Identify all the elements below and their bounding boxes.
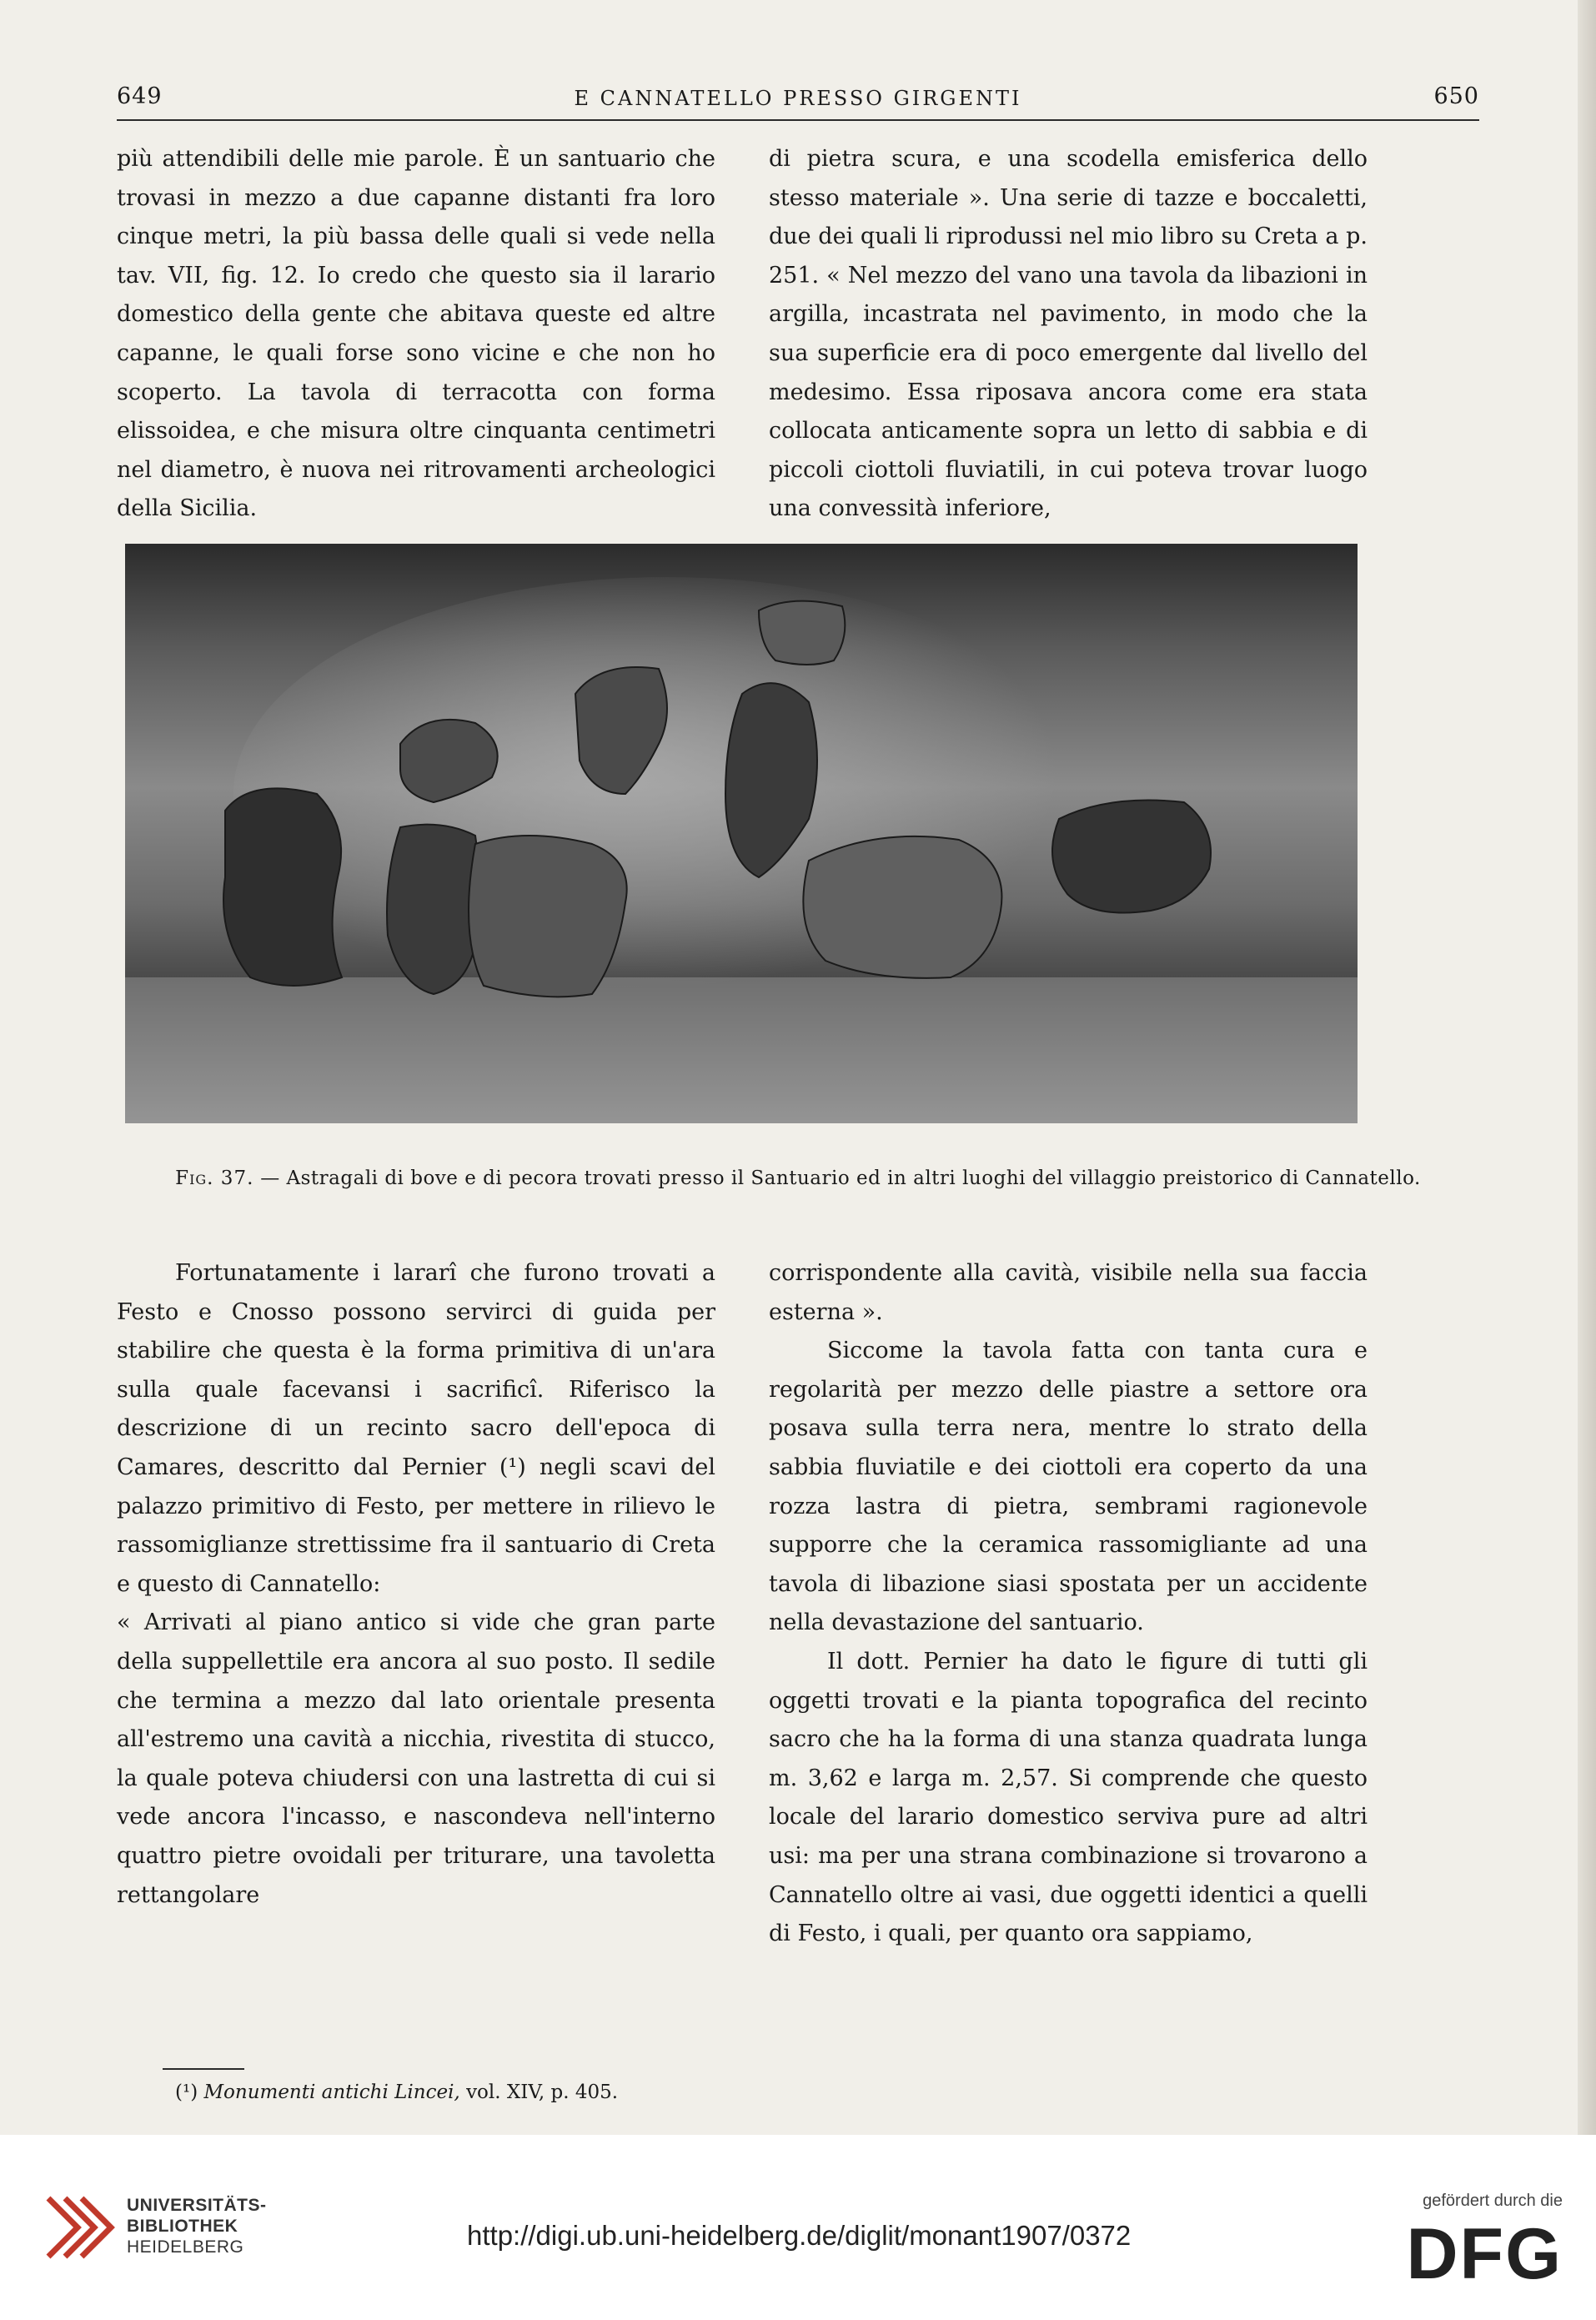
astragalus-bone bbox=[469, 836, 627, 997]
footnote-title: Monumenti antichi Lincei, bbox=[203, 2081, 460, 2103]
library-name-line3: HEIDELBERG bbox=[127, 2237, 244, 2257]
library-name-line1: UNIVERSITÄTS- bbox=[127, 2196, 267, 2215]
astragalus-bone bbox=[803, 836, 1001, 978]
page-number-left: 649 bbox=[117, 83, 163, 109]
astragali-photo-illustration bbox=[125, 544, 1358, 1123]
library-name-line2: BIBLIOTHEK bbox=[127, 2217, 238, 2236]
library-name[interactable] bbox=[127, 2195, 267, 2257]
column-bottom-right bbox=[769, 1254, 1368, 1954]
footnote-rule bbox=[163, 2068, 244, 2070]
astragalus-bone bbox=[1052, 801, 1211, 913]
figure-label: Fig. 37. bbox=[175, 1168, 254, 1189]
paragraph: più attendibili delle mie parole. È un santuario che trovasi in mezzo a due capanne distanti fra loro cinque metri, la più bassa delle quali si vede nella tav. VII, fig. 12. Io credo che questo sia il larario domestico della gente che abitava queste ed altre capanne, le quali forse sono vicine e che non ho scoperto. La tavola di terracotta con forma elissoidea, e che misura oltre cinquanta centimetri nel diametro, è nuova nei ritrovamenti archeologici della Sicilia. bbox=[117, 146, 715, 522]
astragalus-bone bbox=[759, 601, 845, 665]
figure-caption-text: — Astragali di bove e di pecora trovati presso il Santuario ed in altri luoghi del villaggio preistorico di Cannatello. bbox=[260, 1168, 1421, 1189]
header-rule bbox=[117, 119, 1479, 121]
university-library-logo-icon[interactable] bbox=[40, 2190, 115, 2265]
paragraph: di pietra scura, e una scodella emisferica dello stesso materiale ». Una serie di tazze e boccaletti, due dei quali li riprodussi nel mio libro su Creta a p. 251. « Nel mezzo del vano una tavola da libazioni in argilla, incastrata nel pavimento, in modo che la sua superficie era di poco emergente dal livello del medesimo. Essa riposava ancora come era stata collocata anticamente sopra un letto di sabbia e di piccoli ciottoli fluviatili, in cui poteva trovar luogo una convessità inferiore, bbox=[769, 146, 1368, 522]
paragraph: Siccome la tavola fatta con tanta cura e regolarità per mezzo delle piastre a settore ora posava sulla terra nera, mentre lo strato della sabbia fluviatile e dei ciottoli era coperto da una rozza lastra di pietra, sembrami ragionevole supporre che la ceramica rassomigliante ad una tavola di libazione siasi spostata per un accidente nella devastazione del santuario. bbox=[769, 1338, 1368, 1636]
column-bottom-left bbox=[117, 1254, 715, 1915]
permalink-url[interactable]: http://digi.ub.uni-heidelberg.de/diglit/monant1907/0372 bbox=[467, 2220, 1132, 2251]
column-top-right bbox=[769, 140, 1368, 529]
astragalus-bone bbox=[223, 788, 342, 986]
running-title: E CANNATELLO PRESSO GIRGENTI bbox=[574, 87, 1022, 110]
paragraph: « Arrivati al piano antico si vide che gran parte della suppellettile era ancora al suo posto. Il sedile che termina a mezzo dal lato orientale presenta all'estremo una cavità a nicchia, rivestita di stucco, la quale poteva chiudersi con una lastretta di cui si vede ancora l'incasso, e nascondeva nell'interno quattro pietre ovoidali per triturare, una tavoletta rettangolare bbox=[117, 1609, 715, 1908]
figure-photo-astragali bbox=[125, 544, 1358, 1123]
paragraph: corrispondente alla cavità, visibile nella sua faccia esterna ». bbox=[769, 1260, 1368, 1325]
paragraph: Il dott. Pernier ha dato le figure di tutti gli oggetti trovati e la pianta topografica del recinto sacro che ha la forma di una stanza quadrata lunga m. 3,62 e larga m. 2,57. Si comprende che questo locale del larario domestico serviva pure ad altri usi: ma per una strana combinazione si trovarono a Cannatello oltre ai vasi, due oggetti identici a quelli di Festo, i quali, per quanto ora sappiamo, bbox=[769, 1648, 1368, 1947]
viewer-footer bbox=[0, 2135, 1596, 2320]
footnote bbox=[175, 2081, 618, 2103]
astragalus-bone bbox=[387, 825, 479, 994]
footnote-mark: (¹) bbox=[175, 2081, 198, 2103]
page-number-right: 650 bbox=[1433, 83, 1479, 109]
table-surface bbox=[125, 977, 1358, 1123]
figure-caption bbox=[117, 1168, 1479, 1189]
footnote-ref: vol. XIV, p. 405. bbox=[466, 2081, 619, 2103]
column-top-left bbox=[117, 140, 715, 529]
page-edge bbox=[1578, 0, 1596, 2135]
paragraph: Fortunatamente i lararî che furono trovati a Festo e Cnosso possono servirci di guida per stabilire che questa è la forma primitiva di un'ara sulla quale facevansi i sacrificî. Riferisco la descrizione di un recinto sacro dell'epoca di Camares, descritto dal Pernier (¹) negli scavi del palazzo primitivo di Festo, per mettere in rilievo le rassomiglianze strettissime fra il santuario di Creta e questo di Cannatello: bbox=[117, 1260, 715, 1597]
sponsor-note: gefördert durch die bbox=[1423, 2192, 1563, 2210]
dfg-logo[interactable]: DFG bbox=[1406, 2214, 1563, 2294]
